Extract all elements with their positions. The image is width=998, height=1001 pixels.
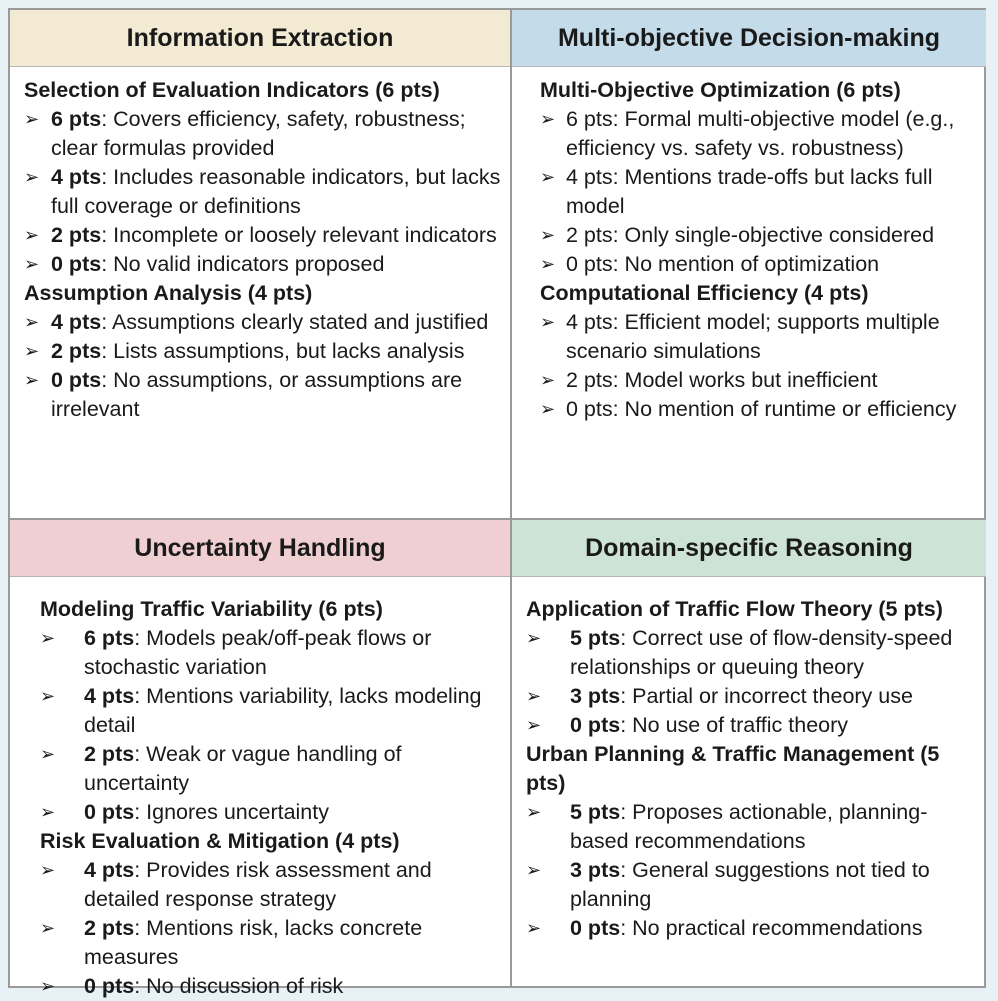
criterion-description: : Provides risk assessment and detailed response strategy xyxy=(84,858,432,911)
points-label: 0 pts xyxy=(51,368,102,392)
criterion-text xyxy=(566,366,878,395)
points-label: 0 pts xyxy=(84,800,135,824)
criterion-text xyxy=(51,337,464,366)
criterion-description: 4 pts: Mentions trade-offs but lacks full model xyxy=(566,165,933,218)
rubric-grid xyxy=(8,8,986,998)
arrow-bullet-icon: ➢ xyxy=(40,744,56,764)
points-label: 3 pts xyxy=(570,684,621,708)
criterion-description: : Incomplete or loosely relevant indicators xyxy=(101,223,497,247)
criterion-item xyxy=(540,250,978,279)
quadrant-information-extraction xyxy=(10,10,510,518)
criterion-description: : Correct use of flow-density-speed relationships or queuing theory xyxy=(570,626,953,679)
points-label: 5 pts xyxy=(570,800,621,824)
section-heading: Assumption Analysis (4 pts) xyxy=(24,281,313,305)
arrow-bullet-icon: ➢ xyxy=(526,860,542,880)
criterion-description: : Mentions risk, lacks concrete measures xyxy=(84,916,423,969)
points-label: 4 pts xyxy=(51,310,102,334)
criterion-text xyxy=(566,395,956,424)
criterion-text xyxy=(566,308,978,366)
criterion-item xyxy=(24,308,502,337)
criterion-description: : No valid indicators proposed xyxy=(101,252,385,276)
criterion-description: 0 pts: No mention of runtime or efficiency xyxy=(566,397,957,421)
criterion-text xyxy=(51,163,502,221)
criterion-item xyxy=(526,682,978,711)
criterion-description: : Models peak/off-peak flows or stochastic variation xyxy=(84,626,432,679)
criterion-text xyxy=(84,856,502,914)
arrow-bullet-icon: ➢ xyxy=(526,918,542,938)
points-label: 0 pts xyxy=(570,916,621,940)
quadrant-header: Multi-objective Decision-making xyxy=(512,10,986,67)
arrow-bullet-icon: ➢ xyxy=(526,628,542,648)
quadrant-header: Domain-specific Reasoning xyxy=(512,520,986,577)
criterion-description: 2 pts: Only single-objective considered xyxy=(566,223,935,247)
criterion-description: : Partial or incorrect theory use xyxy=(620,684,913,708)
criterion-text xyxy=(570,711,848,740)
criterion-text xyxy=(570,624,978,682)
criterion-item xyxy=(24,337,502,366)
section-heading: Multi-Objective Optimization (6 pts) xyxy=(540,78,901,102)
criterion-text xyxy=(84,624,502,682)
criterion-description: : No use of traffic theory xyxy=(620,713,849,737)
arrow-bullet-icon: ➢ xyxy=(40,686,56,706)
quadrant-header: Uncertainty Handling xyxy=(10,520,510,577)
criterion-item xyxy=(540,308,978,366)
criterion-description: : Proposes actionable, planning-based recommendations xyxy=(570,800,928,853)
criterion-description: 4 pts: Efficient model; supports multiple scenario simulations xyxy=(566,310,940,363)
arrow-bullet-icon: ➢ xyxy=(40,976,56,996)
criterion-item xyxy=(526,711,978,740)
arrow-bullet-icon: ➢ xyxy=(24,370,40,390)
points-label: 4 pts xyxy=(51,165,102,189)
criterion-item xyxy=(40,740,502,798)
criterion-item xyxy=(24,163,502,221)
criterion-text xyxy=(570,682,913,711)
points-label: 2 pts xyxy=(84,916,135,940)
criterion-description: : Ignores uncertainty xyxy=(134,800,329,824)
arrow-bullet-icon: ➢ xyxy=(540,370,556,390)
criterion-item xyxy=(40,914,502,972)
points-label: 0 pts xyxy=(570,713,621,737)
criterion-text xyxy=(566,221,934,250)
criterion-text xyxy=(51,366,502,424)
arrow-bullet-icon: ➢ xyxy=(540,312,556,332)
quadrant-multi-objective-decision-making xyxy=(512,10,986,518)
arrow-bullet-icon: ➢ xyxy=(540,399,556,419)
arrow-bullet-icon: ➢ xyxy=(40,918,56,938)
criterion-text xyxy=(570,914,923,943)
criterion-text xyxy=(566,250,879,279)
arrow-bullet-icon: ➢ xyxy=(40,628,56,648)
criterion-description: 2 pts: Model works but inefficient xyxy=(566,368,878,392)
points-label: 0 pts xyxy=(51,252,102,276)
arrow-bullet-icon: ➢ xyxy=(40,860,56,880)
criterion-text xyxy=(84,972,343,1001)
points-label: 2 pts xyxy=(51,223,102,247)
criterion-text xyxy=(51,250,384,279)
criterion-description: : No assumptions, or assumptions are irrelevant xyxy=(51,368,463,421)
quadrant-body xyxy=(526,595,978,943)
criterion-description: : Weak or vague handling of uncertainty xyxy=(84,742,402,795)
criterion-description: : Lists assumptions, but lacks analysis xyxy=(101,339,465,363)
section-heading: Selection of Evaluation Indicators (6 pts) xyxy=(24,78,440,102)
quadrant-body xyxy=(40,595,502,1001)
criterion-description: 0 pts: No mention of optimization xyxy=(566,252,880,276)
points-label: 2 pts xyxy=(84,742,135,766)
criterion-text xyxy=(84,740,502,798)
points-label: 6 pts xyxy=(51,107,102,131)
criterion-description: : No discussion of risk xyxy=(134,974,344,998)
criterion-text xyxy=(84,682,502,740)
criterion-item xyxy=(540,105,978,163)
criterion-item xyxy=(540,395,978,424)
criterion-description: : Assumptions clearly stated and justified xyxy=(101,310,489,334)
criterion-text xyxy=(570,856,978,914)
arrow-bullet-icon: ➢ xyxy=(526,802,542,822)
quadrant-uncertainty-handling xyxy=(10,520,510,998)
section-heading: Modeling Traffic Variability (6 pts) xyxy=(40,597,383,621)
arrow-bullet-icon: ➢ xyxy=(24,225,40,245)
quadrant-body xyxy=(540,76,978,424)
points-label: 0 pts xyxy=(84,974,135,998)
criterion-item xyxy=(24,105,502,163)
quadrant-header: Information Extraction xyxy=(10,10,510,67)
section-heading: Application of Traffic Flow Theory (5 pts) xyxy=(526,597,943,621)
criterion-description: : No practical recommendations xyxy=(620,916,923,940)
arrow-bullet-icon: ➢ xyxy=(526,686,542,706)
quadrant-body xyxy=(24,76,502,424)
arrow-bullet-icon: ➢ xyxy=(24,341,40,361)
criterion-item xyxy=(24,366,502,424)
criterion-text xyxy=(84,914,502,972)
criterion-item xyxy=(24,221,502,250)
criterion-description: : Covers efficiency, safety, robustness; clear formulas provided xyxy=(51,107,466,160)
arrow-bullet-icon: ➢ xyxy=(540,109,556,129)
points-label: 3 pts xyxy=(570,858,621,882)
points-label: 4 pts xyxy=(84,684,135,708)
criterion-text xyxy=(566,163,978,221)
section-heading: Computational Efficiency (4 pts) xyxy=(540,281,869,305)
criterion-description: : Mentions variability, lacks modeling detail xyxy=(84,684,482,737)
criterion-text xyxy=(566,105,978,163)
criterion-item xyxy=(40,682,502,740)
criterion-description: : Includes reasonable indicators, but lacks full coverage or definitions xyxy=(51,165,501,218)
criterion-text xyxy=(570,798,978,856)
arrow-bullet-icon: ➢ xyxy=(24,109,40,129)
arrow-bullet-icon: ➢ xyxy=(526,715,542,735)
arrow-bullet-icon: ➢ xyxy=(24,167,40,187)
criterion-item xyxy=(40,624,502,682)
criterion-description: : General suggestions not tied to planning xyxy=(570,858,930,911)
points-label: 6 pts xyxy=(84,626,135,650)
points-label: 2 pts xyxy=(51,339,102,363)
criterion-item xyxy=(40,798,502,827)
criterion-text xyxy=(84,798,329,827)
criterion-item xyxy=(526,914,978,943)
section-heading: Risk Evaluation & Mitigation (4 pts) xyxy=(40,829,400,853)
arrow-bullet-icon: ➢ xyxy=(24,312,40,332)
criterion-item xyxy=(540,366,978,395)
arrow-bullet-icon: ➢ xyxy=(40,802,56,822)
arrow-bullet-icon: ➢ xyxy=(540,225,556,245)
arrow-bullet-icon: ➢ xyxy=(540,167,556,187)
quadrant-domain-specific-reasoning xyxy=(512,520,986,986)
criterion-item xyxy=(24,250,502,279)
points-label: 4 pts xyxy=(84,858,135,882)
criterion-item xyxy=(526,798,978,856)
criterion-item xyxy=(40,856,502,914)
criterion-text xyxy=(51,308,488,337)
criterion-item xyxy=(540,221,978,250)
section-heading: Urban Planning & Traffic Management (5 pts) xyxy=(526,742,940,795)
criterion-item xyxy=(540,163,978,221)
criterion-text xyxy=(51,105,502,163)
criterion-item xyxy=(526,856,978,914)
criterion-description: 6 pts: Formal multi-objective model (e.g., efficiency vs. safety vs. robustness) xyxy=(566,107,955,160)
arrow-bullet-icon: ➢ xyxy=(540,254,556,274)
arrow-bullet-icon: ➢ xyxy=(24,254,40,274)
criterion-item xyxy=(526,624,978,682)
criterion-item xyxy=(40,972,502,1001)
criterion-text xyxy=(51,221,497,250)
points-label: 5 pts xyxy=(570,626,621,650)
